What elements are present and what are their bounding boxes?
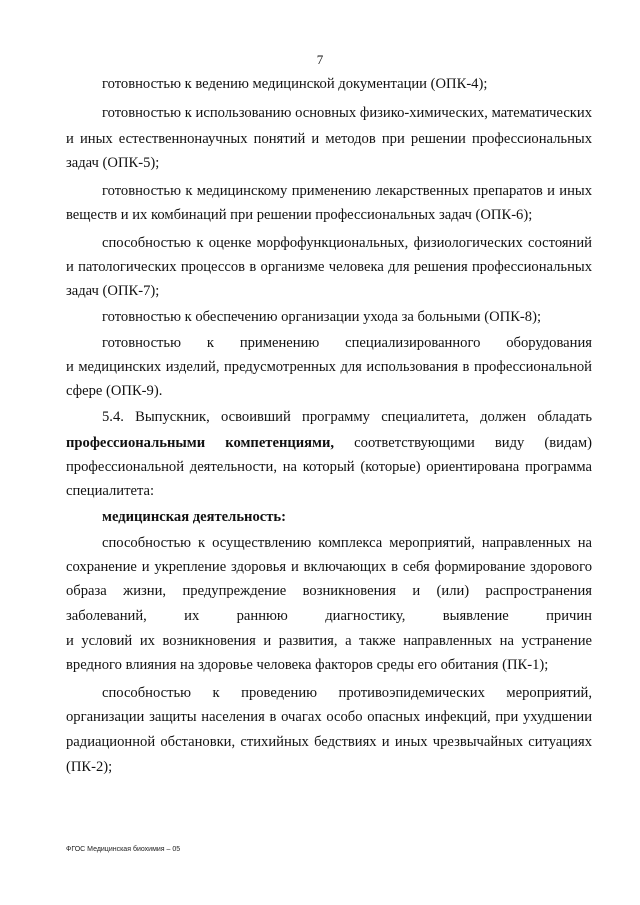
text-line: вредного влияния на здоровье человека факторов среды его обитания (ПК-1); xyxy=(66,657,549,673)
text-line: способностью к оценке морфофункциональных, физиологических состояний xyxy=(102,235,592,251)
page-footer: ФГОС Медицинская биохимия – 05 xyxy=(66,846,181,853)
text-line: готовностью к применению специализированного оборудования xyxy=(102,335,592,351)
text-line: задач (ОПК-7); xyxy=(66,283,160,299)
text-line xyxy=(66,434,592,452)
text-line: и медицинских изделий, предусмотренных для использования в профессиональной xyxy=(66,359,592,375)
text-line: и иных естественнонаучных понятий и методов при решении профессиональных xyxy=(66,131,592,147)
text-line: готовностью к ведению медицинской документации (ОПК-4); xyxy=(102,76,488,92)
text-line: и условий их возникновения и развития, а также направленных на устранение xyxy=(66,633,592,649)
text-line: и патологических процессов в организме человека для решения профессиональных xyxy=(66,259,592,275)
text-line: 5.4. Выпускник, освоивший программу специалитета, должен обладать xyxy=(102,409,592,425)
text-line: способностью к осуществлению комплекса мероприятий, направленных на xyxy=(102,535,592,551)
text-line: сохранение и укрепление здоровья и включающих в себя формирование здорового xyxy=(66,559,592,575)
text-line: готовностью к использованию основных физико-химических, математических xyxy=(102,105,592,121)
section-heading-text: медицинская деятельность: xyxy=(102,509,286,525)
text-line: радиационной обстановки, стихийных бедствиях и иных чрезвычайных ситуациях xyxy=(66,734,592,750)
text-fragment: соответствующими виду (видам) xyxy=(334,435,592,451)
text-line: заболеваний, их раннюю диагностику, выявление причин xyxy=(66,608,592,624)
text-line: сфере (ОПК-9). xyxy=(66,383,163,399)
text-line: готовностью к медицинскому применению лекарственных препаратов и иных xyxy=(102,183,592,199)
text-line: образа жизни, предупреждение возникновения и (или) распространения xyxy=(66,583,592,599)
text-line: способностью к проведению противоэпидемических мероприятий, xyxy=(102,685,592,701)
text-line: (ПК-2); xyxy=(66,759,113,775)
page-number: 7 xyxy=(316,52,324,67)
text-line: веществ и их комбинаций при решении профессиональных задач (ОПК-6); xyxy=(66,207,533,223)
text-line: организации защиты населения в очагах особо опасных инфекций, при ухудшении xyxy=(66,709,592,725)
text-line: специалитета: xyxy=(66,483,155,499)
text-line: готовностью к обеспечению организации ухода за больными (ОПК-8); xyxy=(102,309,542,325)
bold-term: профессиональными компетенциями, xyxy=(66,435,335,451)
text-line: задач (ОПК-5); xyxy=(66,155,160,171)
text-line: профессиональной деятельности, на который (которые) ориентирована программа xyxy=(66,459,592,475)
section-heading xyxy=(102,508,592,526)
